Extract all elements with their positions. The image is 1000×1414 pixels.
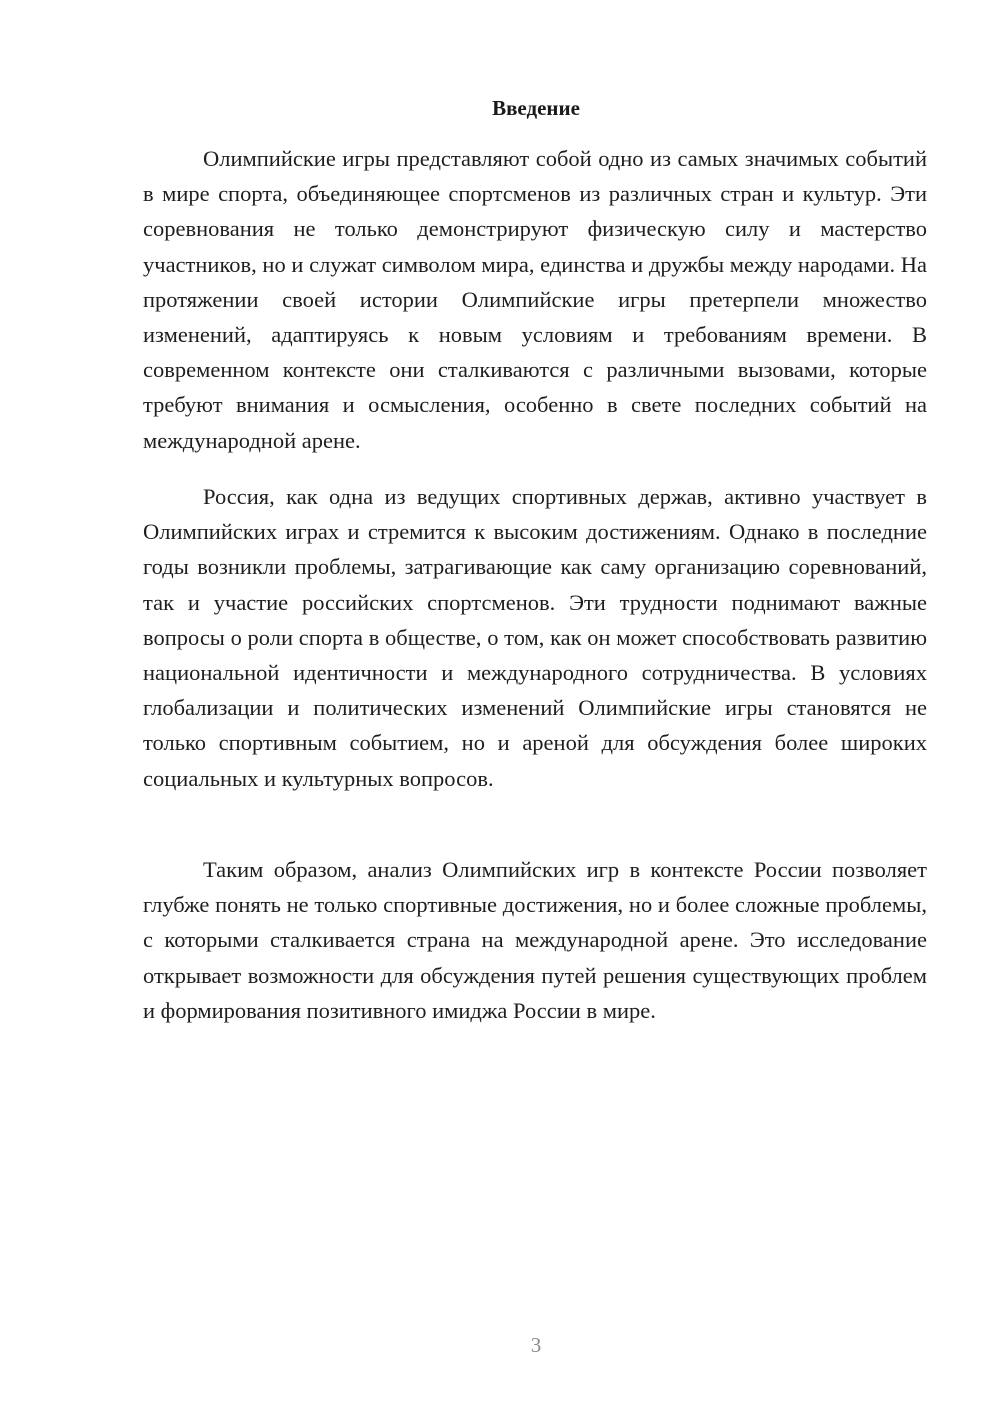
- section-title: Введение: [492, 96, 580, 120]
- page-number: 3: [530, 1333, 542, 1357]
- paragraph-1: Олимпийские игры представляют собой одно из самых значимых событий в мире спорта, объединяющее спортсменов из различных стран и культур. Эти соревнования не только демонстрируют физическую силу и мастерство участников, но и служат символом мира, единства и дружбы между народами. На протяжении своей истории Олимпийские игры претерпели множество изменений, адаптируясь к новым условиям и требованиям времени. В современном контексте они сталкиваются с различными вызовами, которые требуют внимания и осмысления, особенно в свете последних событий на международной арене.: [143, 146, 927, 453]
- paragraph-2: Россия, как одна из ведущих спортивных держав, активно участвует в Олимпийских играх и стремится к высоким достижениям. Однако в последние годы возникли проблемы, затрагивающие как саму организацию соревнований, так и участие российских спортсменов. Эти трудности поднимают важные вопросы о роли спорта в обществе, о том, как он может способствовать развитию национальной идентичности и международного сотрудничества. В условиях глобализации и политических изменений Олимпийские игры становятся не только спортивным событием, но и ареной для обсуждения более широких социальных и культурных вопросов.: [143, 484, 927, 791]
- paragraph-3: Таким образом, анализ Олимпийских игр в контексте России позволяет глубже понять не только спортивные достижения, но и более сложные проблемы, с которыми сталкивается страна на международной арене. Это исследование открывает возможности для обсуждения путей решения существующих проблем и формирования позитивного имиджа России в мире.: [143, 857, 927, 1023]
